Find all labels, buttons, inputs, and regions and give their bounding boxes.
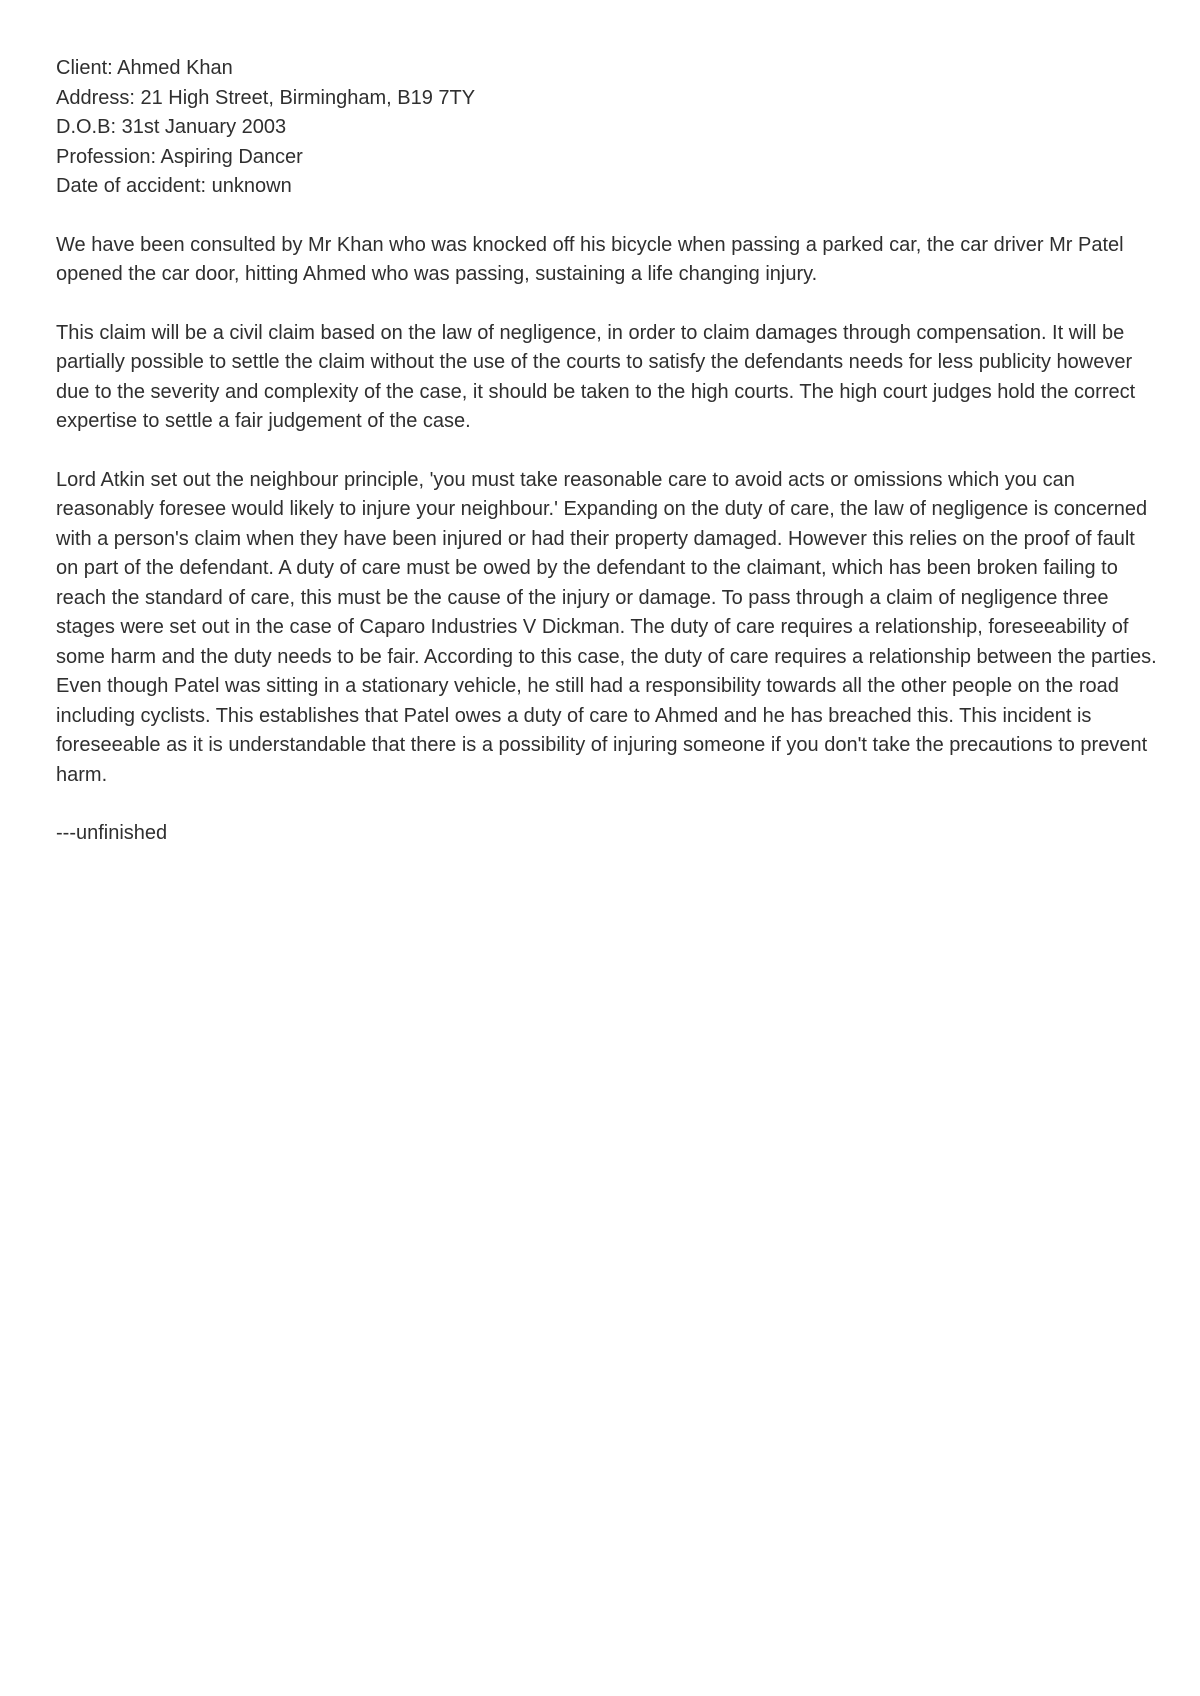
client-dob: D.O.B: 31st January 2003 <box>56 116 287 138</box>
client-details <box>56 54 1160 202</box>
client-address: Address: 21 High Street, Birmingham, B19 7TY <box>56 86 476 109</box>
paragraph-neighbour-principle: Lord Atkin set out the neighbour principle, 'you must take reasonable care to avoid acts or omissions which you can reasonably foresee would likely to injure your neighbour.' Expanding on the duty of care, the law of negligence is concerned with a person's claim when they have been injured or had their property damaged. However this relies on the proof of fault on part of the defendant. A duty of care must be owed by the defendant to the claimant, which has been broken failing to reach the standard of care, this must be the cause of the injury or damage. To pass through a claim of negligence three stages were set out in the case of Caparo Industries V Dickman. The duty of care requires a relationship, foreseeability of some harm and the duty needs to be fair. According to this case, the duty of care requires a relationship between the parties. Even though Patel was sitting in a stationary vehicle, he still had a responsibility towards all the other people on the road including cyclists. This establishes that Patel owes a duty of care to Ahmed and he has breached this. This incident is foreseeable as it is understandable that there is a possibility of injuring someone if you don't take the precautions to prevent harm. <box>56 468 1157 786</box>
client-name: Client: Ahmed Khan <box>56 57 233 79</box>
accident-date: Date of accident: unknown <box>56 175 292 197</box>
unfinished-note: ---unfinished <box>56 822 168 844</box>
paragraph-consultation: We have been consulted by Mr Khan who was knocked off his bicycle when passing a parked car, the car driver Mr Patel opened the car door, hitting Ahmed who was passing, sustaining a life changing injury. <box>56 233 1124 285</box>
client-profession: Profession: Aspiring Dancer <box>56 145 303 168</box>
paragraph-civil-claim: This claim will be a civil claim based on the law of negligence, in order to claim damages through compensation. It will be partially possible to settle the claim without the use of the courts to satisfy the defendants needs for less publicity however due to the severity and complexity of the case, it should be taken to the high courts. The high court judges hold the correct expertise to settle a fair judgement of the case. <box>56 321 1136 432</box>
